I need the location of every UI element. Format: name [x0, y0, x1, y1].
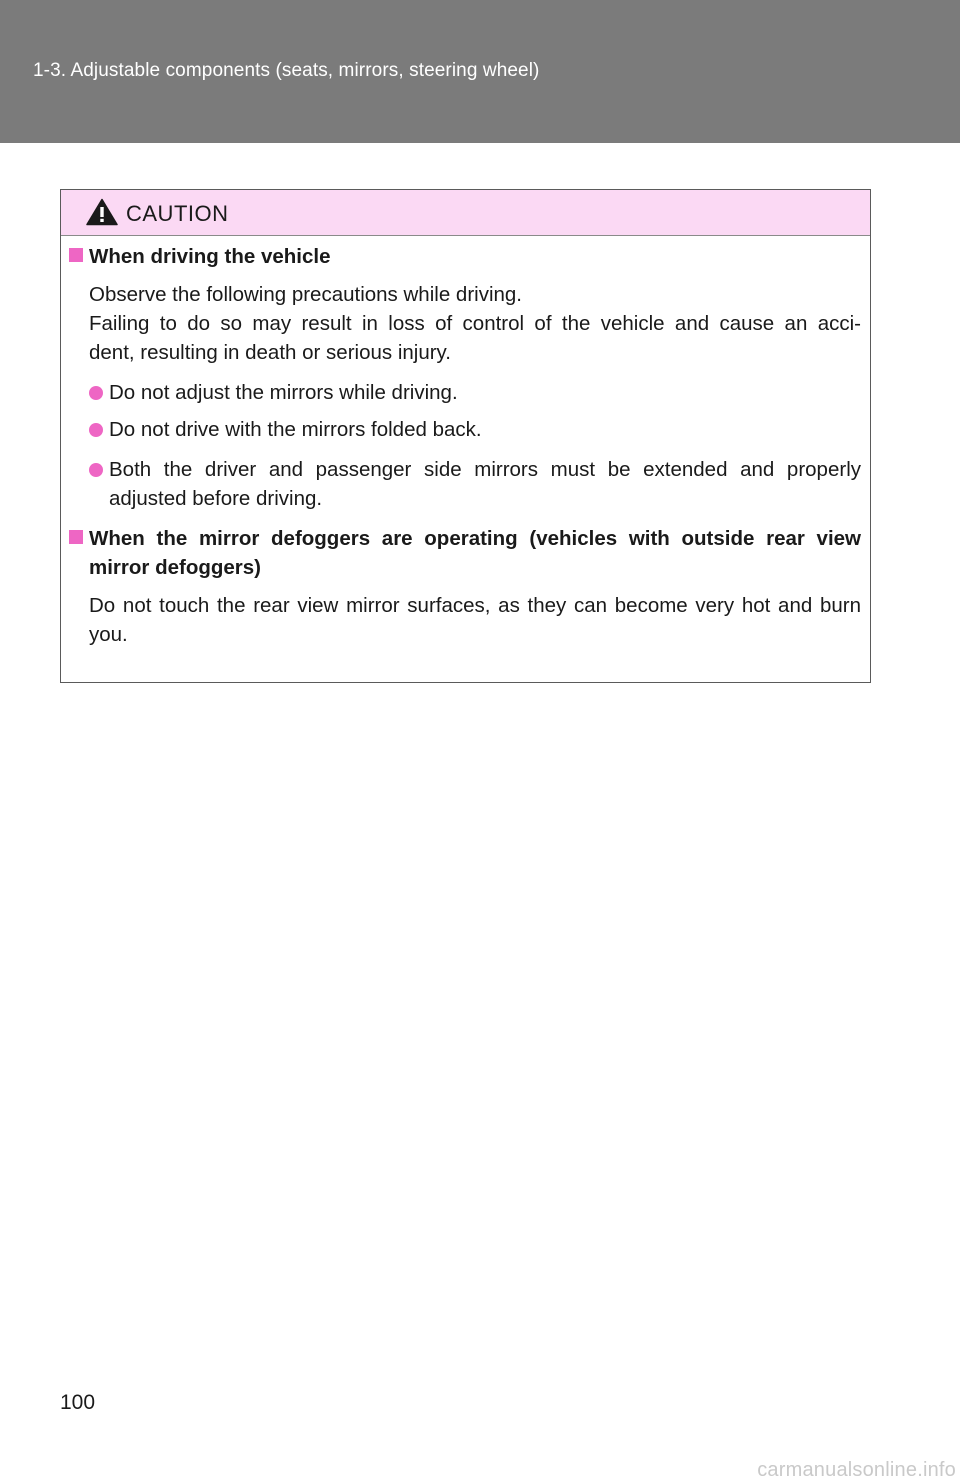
square-bullet-icon: [69, 530, 83, 544]
section-heading-text: When the mirror defoggers are operating (vehicles with outside rear view mirror defoggers): [89, 527, 861, 579]
watermark: carmanualsonline.info: [757, 1459, 956, 1481]
section-heading-driving: [69, 242, 861, 271]
warning-triangle-icon: [86, 198, 118, 226]
section-heading-text: When driving the vehicle: [89, 245, 331, 268]
section-heading-defoggers: [69, 524, 861, 579]
defogger-paragraph: Do not touch the rear view mirror surfaces, as they can become very hot and burn you.: [89, 594, 861, 646]
paragraph-line: Observe the following precautions while driving.: [89, 283, 523, 306]
paragraph-line: dent, resulting in death or serious injury.: [89, 341, 451, 364]
caution-title: CAUTION: [126, 201, 229, 226]
round-bullet-icon: [89, 463, 103, 477]
caution-box: [60, 189, 871, 683]
page-number: 100: [60, 1391, 96, 1414]
caution-header: [61, 190, 870, 236]
square-bullet-icon: [69, 248, 83, 262]
precaution-paragraph: [89, 280, 861, 367]
round-bullet-icon: [89, 386, 103, 400]
round-bullet-icon: [89, 423, 103, 437]
bullet-text: Both the driver and passenger side mirrors must be extended and properly adjusted before driving.: [109, 458, 861, 510]
bullet-text: Do not adjust the mirrors while driving.: [109, 381, 458, 404]
page-header: [0, 0, 960, 143]
bullet-text: Do not drive with the mirrors folded back.: [109, 418, 482, 441]
section-title: 1-3. Adjustable components (seats, mirrors, steering wheel): [33, 60, 540, 81]
paragraph-line: Failing to do so may result in loss of control of the vehicle and cause an acci-: [89, 312, 861, 335]
